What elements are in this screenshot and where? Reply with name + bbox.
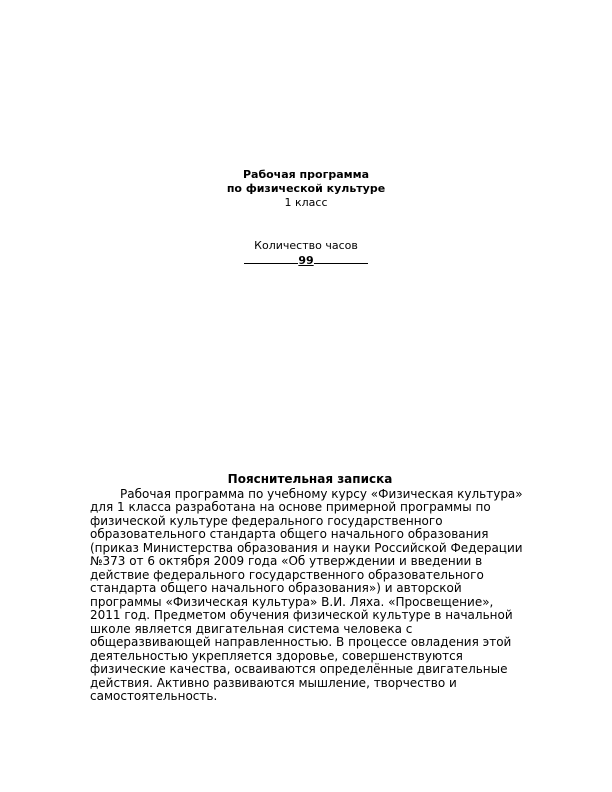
note-line: физические качества, осваиваются определённые двигательные (90, 662, 508, 676)
note-line: стандарта общего начального образования») и авторской (90, 581, 462, 595)
note-line: действие федерального государственного образовательного (90, 567, 484, 582)
note-line: (приказ Министерства образования и науки Российской Федерации (90, 540, 523, 555)
hours-underline-right (314, 253, 368, 264)
hours-number: 99 (298, 254, 314, 267)
hours-underline-left (244, 253, 298, 264)
note-line: программы «Физическая культура» В.И. Ляха. «Просвещение», (90, 594, 494, 609)
note-line: для 1 класса разработана на основе примерной программы по (90, 500, 491, 514)
subject-title: по физической культуре (226, 182, 386, 195)
program-title: Рабочая программа (242, 168, 370, 181)
title-block (0, 168, 612, 210)
hours-label: Количество часов (254, 239, 358, 252)
note-line: общеразвивающей направленностью. В процессе овладения этой (90, 635, 512, 649)
note-line: Рабочая программа по учебному курсу «Физическая культура» (120, 486, 523, 501)
note-line: №373 от 6 октября 2009 года «Об утверждении и введении в (90, 554, 483, 568)
note-line: деятельностью укрепляется здоровье, совершенствуются (90, 648, 463, 663)
note-line: действия. Активно развиваются мышление, творчество и (90, 675, 457, 690)
note-line: самостоятельность. (90, 689, 218, 703)
hours-block (0, 238, 612, 268)
grade-label: 1 класс (284, 196, 328, 209)
note-line: образовательного стандарта общего начального образования (90, 527, 489, 541)
explanatory-note (90, 473, 530, 704)
note-line: 2011 год. Предметом обучения физической культуре в начальной (90, 608, 513, 622)
note-line: физической культуре федерального государственного (90, 513, 443, 528)
note-heading: Пояснительная записка (227, 472, 393, 486)
hours-value (0, 253, 612, 268)
note-line: школе является двигательная система человека с (90, 621, 413, 636)
